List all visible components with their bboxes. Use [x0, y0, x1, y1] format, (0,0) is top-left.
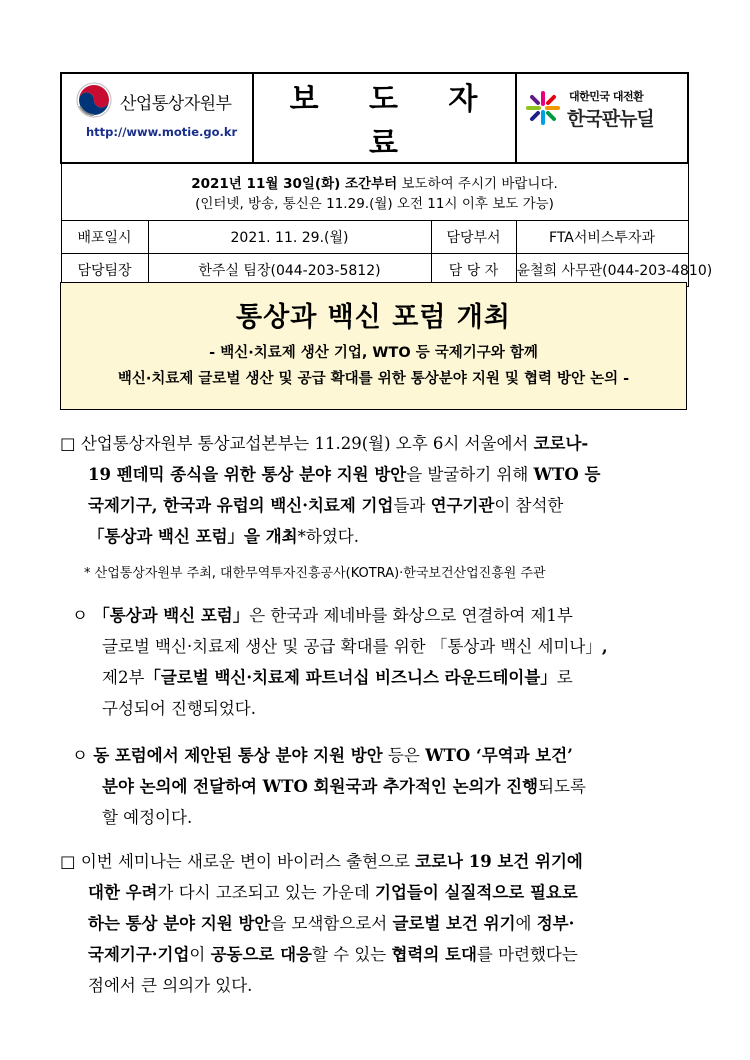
- p1-bold: 「통상과 백신 포럼」을 개최: [88, 527, 298, 546]
- subtitle-2: 백신·치료제 글로벌 생산 및 공급 확대를 위한 통상분야 지원 및 협력 방안 논의 -: [117, 371, 630, 387]
- p1-text: □ 산업통상자원부 통상교섭본부는 11.29(월) 오후 6시 서울에서: [60, 434, 534, 453]
- p4-bold: 국제기구·기업: [88, 945, 190, 964]
- p4-bold: 공동으로 대응: [210, 945, 312, 964]
- p3-text: 되도록: [538, 777, 586, 796]
- p4-text: □ 이번 세미나는 새로운 변이 바이러스 출현으로: [60, 852, 416, 871]
- p4-text: 할 수 있는: [311, 945, 392, 964]
- paragraph-1: [60, 428, 690, 552]
- newdeal-tagline: 대한민국 대전환: [569, 90, 644, 103]
- p3-text: 등은: [382, 746, 426, 765]
- embargo-online-note: (인터넷, 방송, 통신은 11.29.(월) 오전 11시 이후 보도 가능): [195, 196, 554, 212]
- subtitle-1: - 백신·치료제 생산 기업, WTO 등 국제기구와 함께: [209, 345, 538, 361]
- p4-text: 가 다시 고조되고 있는 가운데: [157, 883, 376, 902]
- bullet-marker: ㅇ: [72, 746, 94, 765]
- newdeal-logo-icon: [525, 90, 561, 126]
- p2-bold: ,: [601, 637, 608, 656]
- dist-date-label: 배포일시: [61, 221, 148, 254]
- p4-text: 점에서 큰 의의가 있다.: [88, 976, 253, 995]
- embargo-date: 2021년 11월 30일(화) 조간부터: [191, 176, 398, 192]
- p2-text: 글로벌 백신·치료제 생산 및 공급 확대를 위한 「통상과 백신 세미나」: [102, 637, 602, 656]
- p1-bold: 19 펜데믹 종식을 위한 통상 분야 지원 방안: [88, 465, 407, 484]
- p4-bold: 하는 통상 분야 지원 방안: [88, 914, 271, 933]
- lead-label: 담당팀장: [61, 254, 148, 287]
- newdeal-logo-cell: [516, 73, 688, 163]
- p4-bold: 협력의 토대: [391, 945, 477, 964]
- p3-bold: 동 포럼에서 제안된 통상 분야 지원 방안: [93, 746, 383, 765]
- p2-text: 은 한국과 제네바를 화상으로 연결하여 제1부: [249, 606, 573, 625]
- p3-bold: WTO ‘무역과 보건’: [425, 746, 573, 765]
- press-header-table: [60, 72, 713, 287]
- p2-text: 제2부: [102, 668, 145, 687]
- p4-bold: 정부·: [536, 914, 575, 933]
- paragraph-3: [72, 740, 692, 833]
- p4-bold: 대한 우려: [88, 883, 158, 902]
- p1-text: 들과: [393, 496, 431, 515]
- p4-bold: 글로벌 보건 위기: [392, 914, 516, 933]
- ministry-name: 산업통상자원부: [120, 94, 232, 114]
- p1-bold: 국제기구, 한국과 유럽의 백신·치료제 기업: [88, 496, 394, 515]
- paragraph-2: [72, 600, 692, 724]
- p2-text: 구성되어 진행되었다.: [102, 699, 256, 718]
- p2-bold: 「글로벌 백신·치료제 파트너십 비즈니스 라운드테이블」: [144, 668, 557, 687]
- dept-label: 담당부서: [431, 221, 516, 254]
- footnote: * 산업통상자원부 주최, 대한무역투자진흥공사(KOTRA)·한국보건산업진흥원 주관: [84, 566, 546, 581]
- staff-label: 담 당 자: [431, 254, 516, 287]
- lead-value: 한주실 팀장(044-203-5812): [148, 254, 431, 287]
- dept-value: FTA서비스투자과: [516, 221, 688, 254]
- embargo-text: 보도하여 주시기 바랍니다.: [397, 176, 558, 192]
- press-release-title: 보 도 자 료: [253, 73, 516, 163]
- p4-bold: 코로나 19 보건 위기에: [415, 852, 583, 871]
- p4-bold: 기업들이 실질적으로 필요로: [375, 883, 578, 902]
- main-title: 통상과 백신 포럼 개최: [236, 302, 511, 333]
- p4-text: 을 모색함으로서: [270, 914, 393, 933]
- p4-text: 에: [515, 914, 537, 933]
- p1-bold: 연구기관: [430, 496, 495, 515]
- embargo-notice: [61, 163, 688, 221]
- p1-bold: WTO 등: [533, 465, 601, 484]
- p2-text: 로: [556, 668, 573, 687]
- p3-text: 할 예정이다.: [102, 808, 193, 827]
- taegeuk-logo-icon: [76, 82, 112, 118]
- p2-bold: 「통상과 백신 포럼」: [93, 606, 250, 625]
- ministry-url-link[interactable]: http://www.motie.go.kr: [86, 125, 238, 139]
- p1-text: *하였다.: [297, 527, 359, 546]
- dist-date-value: 2021. 11. 29.(월): [148, 221, 431, 254]
- p1-text: 을 발굴하기 위해: [406, 465, 534, 484]
- bullet-marker: ㅇ: [72, 606, 94, 625]
- paragraph-4: [60, 846, 690, 1001]
- ministry-logo-cell: [61, 73, 253, 163]
- newdeal-brand: 한국판뉴딜: [567, 108, 654, 130]
- p4-text: 이: [189, 945, 211, 964]
- p3-bold: 분야 논의에 전달하여 WTO 회원국과 추가적인 논의가 진행: [102, 777, 539, 796]
- title-box: [60, 282, 687, 410]
- p1-text: 이 참석한: [494, 496, 564, 515]
- p4-text: 를 마련했다는: [476, 945, 578, 964]
- p1-bold: 코로나-: [533, 434, 589, 453]
- staff-value: 윤철희 사무관(044-203-4810): [516, 254, 688, 287]
